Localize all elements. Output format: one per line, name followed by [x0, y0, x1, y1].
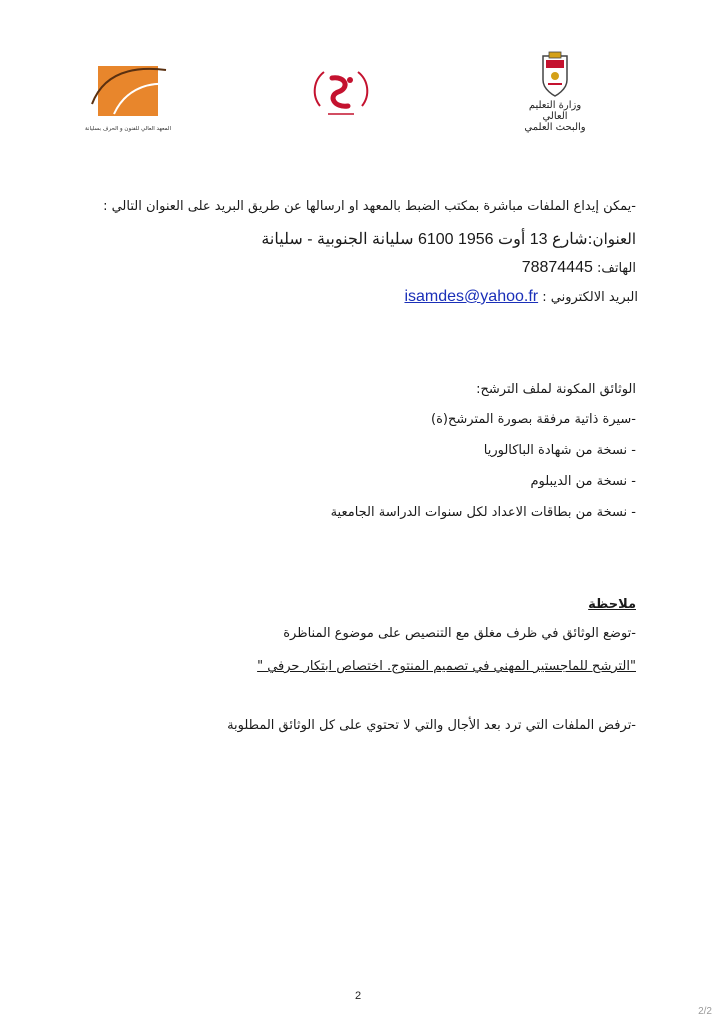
- institute-logo: [78, 62, 178, 142]
- document-item-transcripts: - نسخة من بطاقات الاعداد لكل سنوات الدراسة الجامعية: [330, 505, 636, 520]
- institute-caption: المعهد العالي للفنون و الحرف بسليانة: [84, 126, 172, 132]
- university-logo: [306, 58, 376, 128]
- document-item-cv: -سيرة ذاتية مرفقة بصورة المترشح(ة): [431, 412, 636, 427]
- document-item-bac: - نسخة من شهادة الباكالوريا: [483, 443, 636, 458]
- tunisia-emblem-icon: [518, 50, 592, 100]
- ministry-caption-line2: والبحث العلمي: [524, 122, 586, 133]
- ministry-logo: [518, 50, 592, 136]
- phone-value: 78874445: [521, 259, 593, 276]
- submission-intro: -يمكن إيداع الملفات مباشرة بمكتب الضبط بالمعهد او ارسالها عن طريق البريد على العنوان التالي :: [103, 199, 636, 214]
- phone-label: الهاتف:: [597, 261, 636, 276]
- viewer-page-counter: 2/2: [698, 1006, 712, 1017]
- swoosh-icon: [84, 62, 174, 122]
- ministry-caption-line1: وزارة التعليم العالي: [528, 100, 582, 122]
- email-line: [404, 288, 638, 306]
- note-line-program: "الترشح للماجستير المهني في تصميم المنتوج. اختصاص ابتكار حرفي ": [257, 659, 636, 674]
- email-link[interactable]: isamdes@yahoo.fr: [404, 288, 539, 305]
- note-line-envelope: -توضع الوثائق في ظرف مغلق مع التنصيص على موضوع المناظرة: [283, 626, 636, 641]
- phone-line: [522, 259, 636, 277]
- note-line-rejection: -ترفض الملفات التي ترد بعد الأجال والتي لا تحتوي على كل الوثائق المطلوبة: [227, 718, 636, 733]
- address-line: [261, 229, 636, 249]
- document-item-diploma: - نسخة من الديبلوم: [530, 474, 636, 489]
- email-label: البريد الالكتروني :: [542, 290, 638, 305]
- page-number: 2: [355, 990, 362, 1002]
- address-label: العنوان:: [587, 230, 636, 248]
- documents-heading: الوثائق المكونة لملف الترشح:: [476, 382, 636, 397]
- address-value: شارع 13 أوت 1956 6100 سليانة الجنوبية - سليانة: [261, 231, 588, 248]
- ministry-caption: [518, 100, 592, 133]
- university-seal-icon: [306, 58, 376, 128]
- note-heading: ملاحظة: [588, 597, 636, 612]
